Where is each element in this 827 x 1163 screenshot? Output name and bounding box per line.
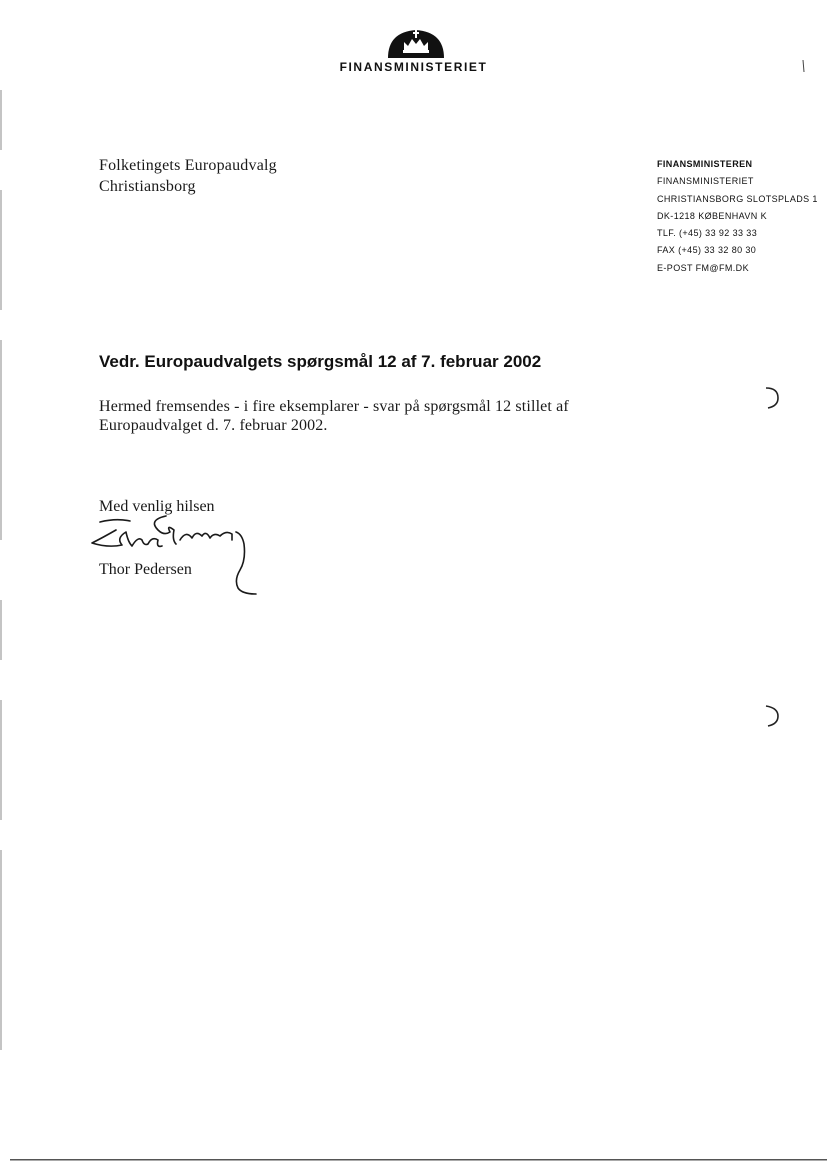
recipient-line: Christiansborg (99, 178, 196, 195)
scan-bottom-edge (10, 1158, 827, 1161)
letter-body (99, 397, 569, 435)
sender-line: TLF. (+45) 33 92 33 33 (657, 228, 758, 239)
closing-phrase: Med venlig hilsen (99, 498, 215, 515)
scan-punch-mark (762, 702, 782, 730)
recipient-address (99, 155, 277, 197)
sender-line: FAX (+45) 33 32 80 30 (657, 245, 757, 256)
scan-speck-mark (800, 58, 808, 80)
scan-punch-mark (762, 384, 782, 412)
sender-line: FINANSMINISTEREN (657, 159, 753, 169)
sender-line: CHRISTIANSBORG SLOTSPLADS 1 (657, 193, 818, 204)
scan-left-edge (0, 90, 4, 1090)
sender-line: FINANSMINISTERIET (657, 176, 754, 187)
body-line: Hermed fremsendes - i fire eksemplarer - svar på spørgsmål 12 stillet af (99, 398, 569, 415)
sender-line: E-POST FM@FM.DK (657, 262, 749, 273)
sender-line: DK-1218 KØBENHAVN K (657, 210, 767, 221)
royal-crown-crest-icon (386, 24, 446, 58)
signer-name: Thor Pedersen (99, 561, 192, 578)
handwritten-signature (86, 500, 266, 600)
body-line: Europaudvalget d. 7. februar 2002. (99, 417, 328, 434)
ministry-title: FINANSMINISTERIET (339, 60, 488, 74)
sender-address-block (657, 156, 818, 277)
subject-heading: Vedr. Europaudvalgets spørgsmål 12 af 7. februar 2002 (99, 352, 542, 371)
recipient-line: Folketingets Europaudvalg (99, 157, 277, 174)
